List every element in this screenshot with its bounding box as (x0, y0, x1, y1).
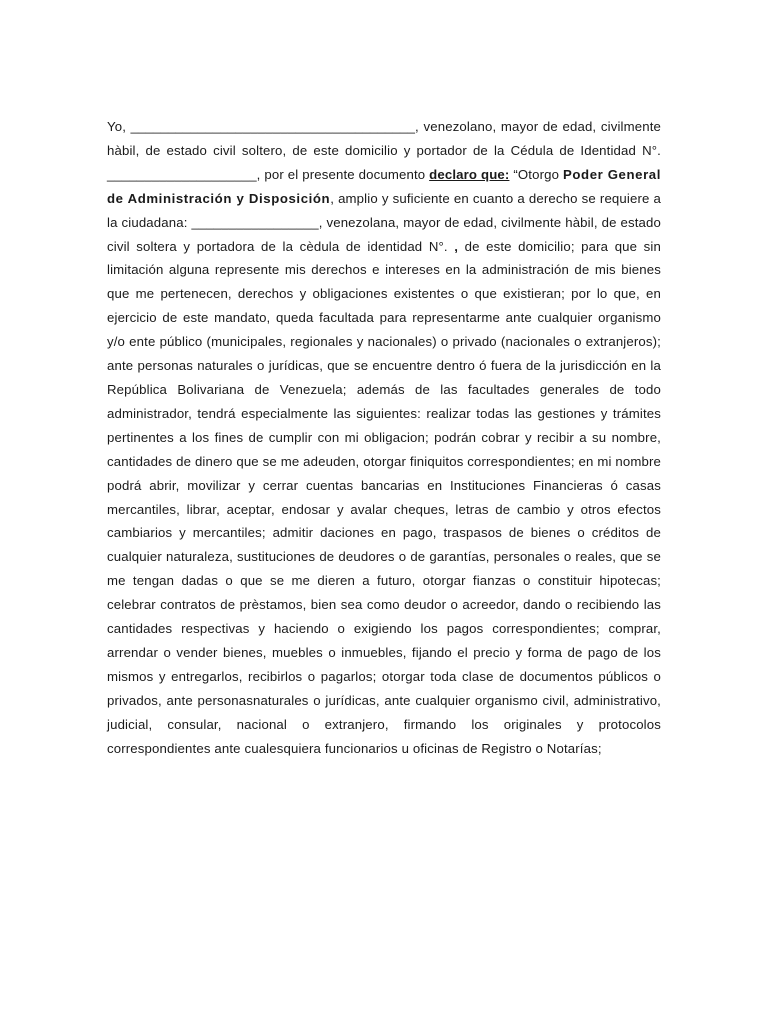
grant-text: “Otorgo (509, 166, 563, 182)
power-title: Poder General de Administración y Disposición (107, 166, 662, 206)
grantee-text: , amplio y suficiente en cuanto a derecho se requiere a la ciudadana: _________________, venezolana, mayor de edad, civilmente hàbil, de estado civil soltera y portadora de la cèdula de identidad N°. (107, 190, 662, 254)
declaration-phrase: declaro que: (429, 166, 510, 182)
document-body (107, 115, 661, 760)
powers-text: de este domicilio; para que sin limitación alguna represente mis derechos e intereses en la administración de mis bienes que me pertenecen, derechos y obligaciones existentes o que existieran; por lo que, en ejercicio de este mandato, queda facultada para representarme ante cualquier organismo y/o ente público (municipales, regionales y nacionales) o privado (nacionales o extranjeros); ante personas naturales o jurídicas, que se encuentre dentro ó fuera de la jurisdicción en la República Bolivariana de Venezuela; además de las facultades generales de todo administrador, tendrá especialmente las siguientes: realizar todas las gestiones y trámites pertinentes a los fines de cumplir con mi obligacion; podrán cobrar y recibir a su nombre, cantidades de dinero que se me adeuden, otorgar finiquitos correspondientes; en mi nombre podrá abrir, movilizar y cerrar cuentas bancarias en Instituciones Financieras ó casas mercantiles, librar, aceptar, endosar y avalar cheques, letras de cambio y otros efectos cambiarios y mercantiles; admitir daciones en pago, traspasos de bienes o créditos de cualquier naturaleza, sustituciones de deudores o de garantías, personales o reales, que se me tengan dadas o que se me dieren a futuro, otorgar fianzas o constituir hipotecas; celebrar contratos de prèstamos, bien sea como deudor o acreedor, dando o recibiendo las cantidades respectivas y haciendo o exigiendo los pagos correspondientes; comprar, arrendar o vender bienes, muebles o inmuebles, fijando el precio y forma de pago de los mismos y entregarlos, recibirlos o pagarlos; otorgar toda clase de documentos públicos o privados, ante personasnaturales o jurídicas, ante cualquier organismo civil, administrativo, judicial, consular, nacional o extranjero, firmando los originales y protocolos correspondientes ante cualesquiera funcionarios u oficinas de Registro o Notarías; (107, 238, 661, 756)
power-of-attorney-paragraph (107, 115, 661, 760)
bold-comma: , (454, 238, 459, 254)
intro-text: Yo, ______________________________________, venezolano, mayor de edad, civilmente hàbil, de estado civil soltero, de este domicilio y portador de la Cédula de Identidad N°. ____________________, por el presente documento (107, 119, 661, 182)
